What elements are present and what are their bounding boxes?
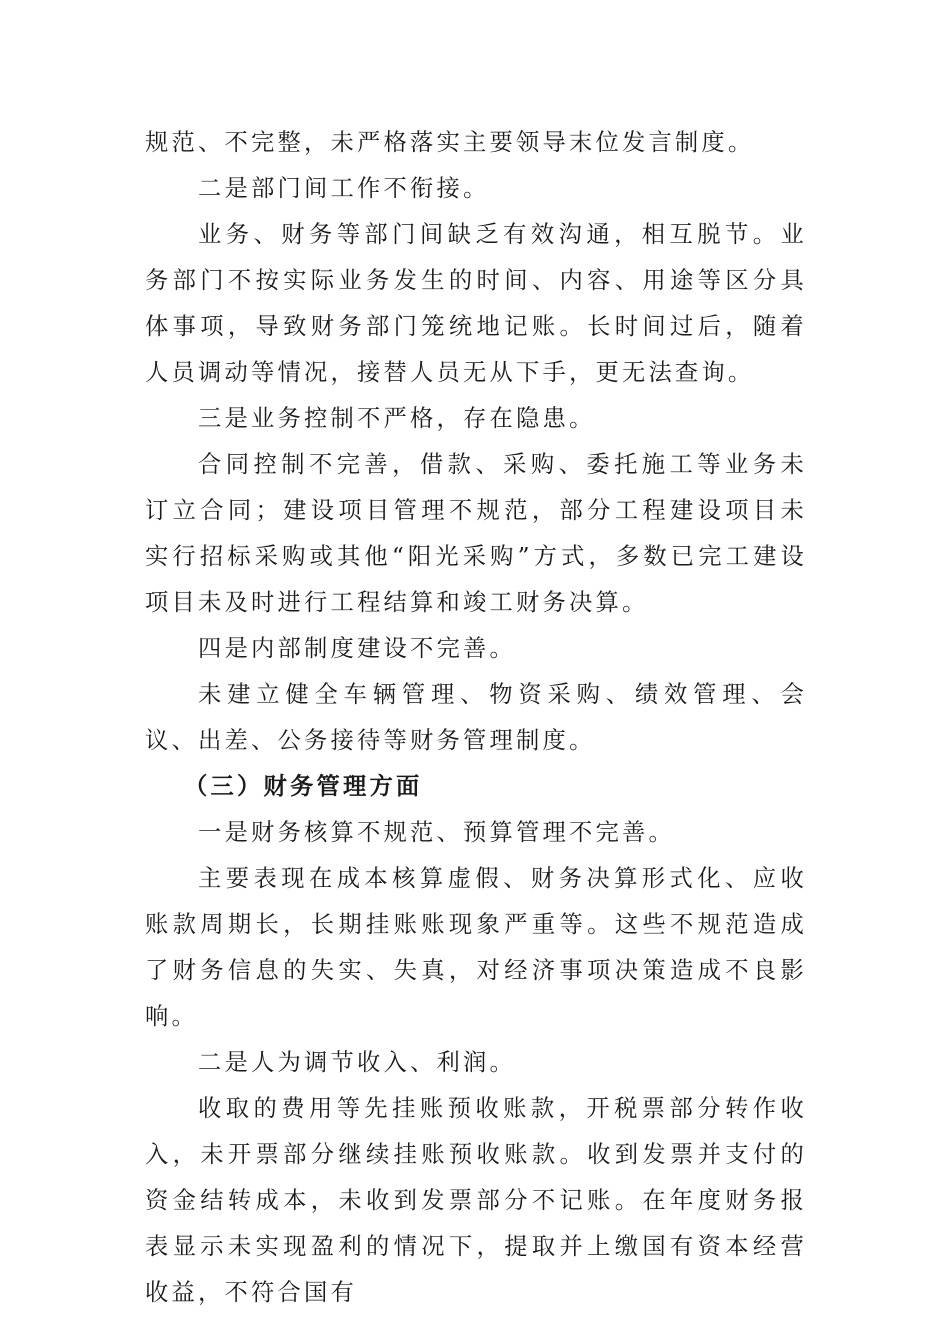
point-heading-income-adjustment: 二是人为调节收入、利润。 xyxy=(198,1049,516,1076)
point-heading-business-control: 三是业务控制不严格，存在隐患。 xyxy=(198,405,596,432)
paragraph-accounting: 主要表现在成本核算虚假、财务决算形式化、应收账款周期长，长期挂账账现象严重等。这些不规范造成了财务信息的失实、失真，对经济事项决策造成不良影响。 xyxy=(145,865,807,1030)
point-heading-accounting: 一是财务核算不规范、预算管理不完善。 xyxy=(198,819,675,846)
paragraph-internal-system: 未建立健全车辆管理、物资采购、绩效管理、会议、出差、公务接待等财务管理制度。 xyxy=(145,681,807,754)
paragraph-continuation: 规范、不完整，未严格落实主要领导末位发言制度。 xyxy=(145,129,755,156)
paragraph-department-coordination: 业务、财务等部门间缺乏有效沟通，相互脱节。业务部门不按实际业务发生的时间、内容、用途等区分具体事项，导致财务部门笼统地记账。长时间过后，随着人员调动等情况，接替人员无从下手，更无法查询。 xyxy=(145,221,807,386)
point-heading-internal-system: 四是内部制度建设不完善。 xyxy=(198,635,516,662)
section-heading-financial-management: （三）财务管理方面 xyxy=(184,773,423,800)
document-page xyxy=(145,120,807,1316)
paragraph-business-control: 合同控制不完善，借款、采购、委托施工等业务未订立合同；建设项目管理不规范，部分工程建设项目未实行招标采购或其他“阳光采购”方式，多数已完工建设项目未及时进行工程结算和竣工财务决算。 xyxy=(145,451,807,616)
paragraph-income-adjustment: 收取的费用等先挂账预收账款，开税票部分转作收入，未开票部分继续挂账预收账款。收到发票并支付的资金结转成本，未收到发票部分不记账。在年度财务报表显示未实现盈利的情况下，提取并上缴国有资本经营收益，不符合国有 xyxy=(145,1095,807,1306)
point-heading-department-coordination: 二是部门间工作不衔接。 xyxy=(198,175,490,202)
